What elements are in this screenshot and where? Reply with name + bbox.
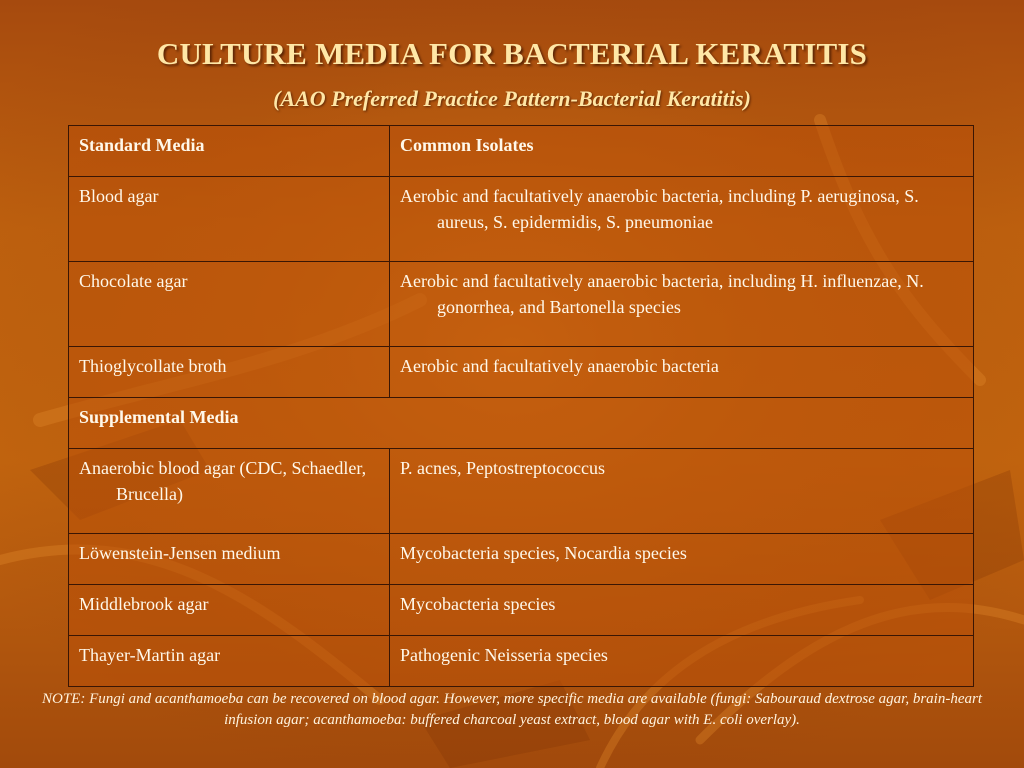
slide-title: CULTURE MEDIA FOR BACTERIAL KERATITIS <box>156 36 868 71</box>
isolates-cell: Aerobic and facultatively anaerobic bacteria, including H. influenzae, N. gonorrhea, and Bartonella species <box>390 262 974 347</box>
table-row <box>69 534 974 585</box>
isolates-cell: Mycobacteria species <box>390 585 974 636</box>
isolates-cell: Aerobic and facultatively anaerobic bacteria, including P. aeruginosa, S. aureus, S. epidermidis, S. pneumoniae <box>390 177 974 262</box>
isolates-cell: Mycobacteria species, Nocardia species <box>390 534 974 585</box>
header-common-isolates: Common Isolates <box>390 126 974 177</box>
media-cell: Blood agar <box>69 177 390 262</box>
isolates-cell: P. acnes, Peptostreptococcus <box>390 449 974 534</box>
isolates-cell: Pathogenic Neisseria species <box>390 636 974 687</box>
table-header-row <box>69 126 974 177</box>
table-row <box>69 636 974 687</box>
footnote: NOTE: Fungi and acanthamoeba can be recovered on blood agar. However, more specific media are available (fungi: Sabouraud dextrose agar, brain-heart infusion agar; acanthamoeba: buffered charcoal yeast extract, blood agar with E. coli overlay). <box>42 691 982 728</box>
culture-media-table <box>68 125 974 687</box>
media-cell: Anaerobic blood agar (CDC, Schaedler, Brucella) <box>69 449 390 534</box>
media-cell: Middlebrook agar <box>69 585 390 636</box>
slide-subtitle: (AAO Preferred Practice Pattern-Bacterial Keratitis) <box>273 86 751 111</box>
media-cell: Chocolate agar <box>69 262 390 347</box>
table-row <box>69 449 974 534</box>
isolates-cell: Aerobic and facultatively anaerobic bacteria <box>390 347 974 398</box>
table-row <box>69 347 974 398</box>
header-standard-media: Standard Media <box>69 126 390 177</box>
media-cell: Thioglycollate broth <box>69 347 390 398</box>
media-cell: Löwenstein-Jensen medium <box>69 534 390 585</box>
media-cell: Thayer-Martin agar <box>69 636 390 687</box>
table-row <box>69 585 974 636</box>
supplemental-media-row <box>69 398 974 449</box>
supplemental-media-heading: Supplemental Media <box>69 398 974 449</box>
table-row <box>69 262 974 347</box>
table-row <box>69 177 974 262</box>
